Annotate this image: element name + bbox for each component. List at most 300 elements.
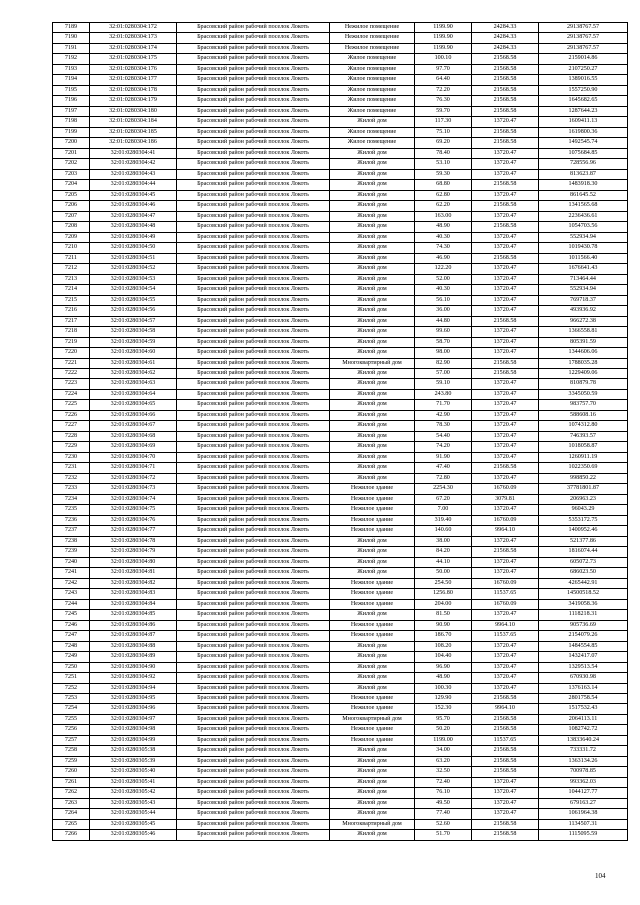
object-type-cell: Жилой дом — [330, 547, 415, 557]
table-row — [53, 106, 628, 116]
object-type-cell: Жилой дом — [330, 788, 415, 798]
area-cell: 44.80 — [415, 316, 472, 326]
cadastral-value-cell: 1484554.85 — [539, 641, 628, 651]
address-cell: Брасовский район рабочий поселок Локоть — [177, 568, 330, 578]
object-type-cell: Жилой дом — [330, 473, 415, 483]
row-number-cell: 7257 — [53, 735, 90, 745]
row-number-cell: 7189 — [53, 23, 90, 33]
area-cell: 69.20 — [415, 138, 472, 148]
cadastral-value-cell: 5353172.75 — [539, 515, 628, 525]
cadastral-value-cell: 1260911.19 — [539, 452, 628, 462]
table-row — [53, 295, 628, 305]
address-cell: Брасовский район рабочий поселок Локоть — [177, 673, 330, 683]
table-row — [53, 725, 628, 735]
row-number-cell: 7242 — [53, 578, 90, 588]
table-row — [53, 201, 628, 211]
cadastral-value-cell: 1645682.65 — [539, 96, 628, 106]
area-cell: 36.00 — [415, 306, 472, 316]
cadastral-value-cell: 4265442.91 — [539, 578, 628, 588]
area-cell: 129.90 — [415, 694, 472, 704]
specific-value-cell: 13720.47 — [472, 610, 539, 620]
area-cell: 42.90 — [415, 410, 472, 420]
table-row — [53, 23, 628, 33]
row-number-cell: 7207 — [53, 211, 90, 221]
table-row — [53, 243, 628, 253]
address-cell: Брасовский район рабочий поселок Локоть — [177, 819, 330, 829]
row-number-cell: 7251 — [53, 673, 90, 683]
specific-value-cell: 21568.58 — [472, 64, 539, 74]
object-type-cell: Жилой дом — [330, 222, 415, 232]
table-row — [53, 389, 628, 399]
specific-value-cell: 21568.58 — [472, 54, 539, 64]
cadastral-value-cell: 1389016.55 — [539, 75, 628, 85]
address-cell: Брасовский район рабочий поселок Локоть — [177, 190, 330, 200]
row-number-cell: 7195 — [53, 85, 90, 95]
specific-value-cell: 13720.47 — [472, 652, 539, 662]
cadastral-value-cell: 1341565.68 — [539, 201, 628, 211]
object-type-cell: Жилой дом — [330, 641, 415, 651]
table-row — [53, 54, 628, 64]
cadastral-number-cell: 32:01:0280304:174 — [90, 43, 177, 53]
cadastral-number-cell: 32:01:0280304:56 — [90, 306, 177, 316]
area-cell: 97.70 — [415, 64, 472, 74]
cadastral-number-cell: 32:01:0280304:88 — [90, 641, 177, 651]
specific-value-cell: 21568.58 — [472, 106, 539, 116]
specific-value-cell: 13720.47 — [472, 505, 539, 515]
table-row — [53, 714, 628, 724]
cadastral-number-cell: 32:01:0280304:41 — [90, 148, 177, 158]
row-number-cell: 7210 — [53, 243, 90, 253]
specific-value-cell: 21568.58 — [472, 127, 539, 137]
cadastral-number-cell: 32:01:0280305:45 — [90, 819, 177, 829]
table-row — [53, 190, 628, 200]
address-cell: Брасовский район рабочий поселок Локоть — [177, 316, 330, 326]
object-type-cell: Жилой дом — [330, 767, 415, 777]
cadastral-number-cell: 32:01:0280304:96 — [90, 704, 177, 714]
cadastral-number-cell: 32:01:0280304:172 — [90, 23, 177, 33]
table-row — [53, 557, 628, 567]
object-type-cell: Жилой дом — [330, 431, 415, 441]
cadastral-number-cell: 32:01:0280304:45 — [90, 190, 177, 200]
object-type-cell: Нежилое здание — [330, 694, 415, 704]
specific-value-cell: 13720.47 — [472, 662, 539, 672]
specific-value-cell: 13720.47 — [472, 117, 539, 127]
table-row — [53, 222, 628, 232]
table-row — [53, 43, 628, 53]
cadastral-number-cell: 32:01:0280304:81 — [90, 568, 177, 578]
object-type-cell: Нежилое здание — [330, 484, 415, 494]
object-type-cell: Нежилое здание — [330, 578, 415, 588]
object-type-cell: Жилой дом — [330, 148, 415, 158]
area-cell: 84.20 — [415, 547, 472, 557]
address-cell: Брасовский район рабочий поселок Локоть — [177, 505, 330, 515]
cadastral-value-cell: 1229409.06 — [539, 368, 628, 378]
cadastral-value-cell: 1344606.06 — [539, 348, 628, 358]
object-type-cell: Жилой дом — [330, 652, 415, 662]
area-cell: 81.50 — [415, 610, 472, 620]
cadastral-value-cell: 1061964.38 — [539, 809, 628, 819]
object-type-cell: Жилой дом — [330, 285, 415, 295]
cadastral-number-cell: 32:01:0280304:173 — [90, 33, 177, 43]
address-cell: Брасовский район рабочий поселок Локоть — [177, 484, 330, 494]
specific-value-cell: 21568.58 — [472, 746, 539, 756]
address-cell: Брасовский район рабочий поселок Локоть — [177, 830, 330, 840]
area-cell: 74.30 — [415, 243, 472, 253]
cadastral-value-cell: 700978.85 — [539, 767, 628, 777]
area-cell: 71.70 — [415, 400, 472, 410]
specific-value-cell: 13720.47 — [472, 389, 539, 399]
table-row — [53, 641, 628, 651]
table-row — [53, 358, 628, 368]
object-type-cell: Жилой дом — [330, 683, 415, 693]
object-type-cell: Нежилое здание — [330, 735, 415, 745]
area-cell: 243.80 — [415, 389, 472, 399]
cadastral-number-cell: 32:01:0280304:42 — [90, 159, 177, 169]
area-cell: 99.60 — [415, 327, 472, 337]
object-type-cell: Нежилое здание — [330, 725, 415, 735]
row-number-cell: 7217 — [53, 316, 90, 326]
row-number-cell: 7229 — [53, 442, 90, 452]
row-number-cell: 7201 — [53, 148, 90, 158]
row-number-cell: 7233 — [53, 484, 90, 494]
row-number-cell: 7249 — [53, 652, 90, 662]
area-cell: 58.70 — [415, 337, 472, 347]
address-cell: Брасовский район рабочий поселок Локоть — [177, 64, 330, 74]
table-row — [53, 64, 628, 74]
specific-value-cell: 21568.58 — [472, 368, 539, 378]
table-row — [53, 526, 628, 536]
cadastral-number-cell: 32:01:0280304:92 — [90, 673, 177, 683]
object-type-cell: Нежилое здание — [330, 704, 415, 714]
row-number-cell: 7227 — [53, 421, 90, 431]
area-cell: 76.10 — [415, 788, 472, 798]
table-row — [53, 348, 628, 358]
object-type-cell: Жилой дом — [330, 557, 415, 567]
address-cell: Брасовский район рабочий поселок Локоть — [177, 662, 330, 672]
specific-value-cell: 13720.47 — [472, 536, 539, 546]
address-cell: Брасовский район рабочий поселок Локоть — [177, 43, 330, 53]
table-row — [53, 536, 628, 546]
table-row — [53, 473, 628, 483]
cadastral-number-cell: 32:01:0280304:59 — [90, 337, 177, 347]
address-cell: Брасовский район рабочий поселок Локоть — [177, 106, 330, 116]
area-cell: 59.70 — [415, 106, 472, 116]
specific-value-cell: 24284.33 — [472, 33, 539, 43]
cadastral-value-cell: 713464.44 — [539, 274, 628, 284]
area-cell: 74.20 — [415, 442, 472, 452]
cadastral-number-cell: 32:01:0280305:38 — [90, 746, 177, 756]
specific-value-cell: 21568.58 — [472, 138, 539, 148]
specific-value-cell: 13720.47 — [472, 348, 539, 358]
table-row — [53, 620, 628, 630]
specific-value-cell: 13720.47 — [472, 568, 539, 578]
cadastral-value-cell: 1517532.43 — [539, 704, 628, 714]
page-number: 104 — [595, 872, 606, 880]
area-cell: 56.10 — [415, 295, 472, 305]
object-type-cell: Жилое помещение — [330, 54, 415, 64]
object-type-cell: Жилой дом — [330, 201, 415, 211]
cadastral-value-cell: 1019430.78 — [539, 243, 628, 253]
cadastral-number-cell: 32:01:0280304:65 — [90, 400, 177, 410]
specific-value-cell: 13720.47 — [472, 285, 539, 295]
table-row — [53, 735, 628, 745]
area-cell: 1199.90 — [415, 33, 472, 43]
row-number-cell: 7215 — [53, 295, 90, 305]
area-cell: 49.50 — [415, 798, 472, 808]
object-type-cell: Нежилое здание — [330, 494, 415, 504]
area-cell: 78.30 — [415, 421, 472, 431]
cadastral-number-cell: 32:01:0280304:47 — [90, 211, 177, 221]
area-cell: 76.30 — [415, 96, 472, 106]
specific-value-cell: 21568.58 — [472, 316, 539, 326]
object-type-cell: Жилой дом — [330, 253, 415, 263]
specific-value-cell: 21568.58 — [472, 201, 539, 211]
address-cell: Брасовский район рабочий поселок Локоть — [177, 253, 330, 263]
cadastral-number-cell: 32:01:0280304:72 — [90, 473, 177, 483]
object-type-cell: Жилое помещение — [330, 64, 415, 74]
row-number-cell: 7237 — [53, 526, 90, 536]
area-cell: 64.40 — [415, 75, 472, 85]
row-number-cell: 7205 — [53, 190, 90, 200]
row-number-cell: 7247 — [53, 631, 90, 641]
register-sheet — [52, 22, 599, 841]
cadastral-value-cell: 686023.50 — [539, 568, 628, 578]
address-cell: Брасовский район рабочий поселок Локоть — [177, 610, 330, 620]
area-cell: 77.40 — [415, 809, 472, 819]
specific-value-cell: 16760.09 — [472, 578, 539, 588]
row-number-cell: 7202 — [53, 159, 90, 169]
object-type-cell: Жилой дом — [330, 610, 415, 620]
object-type-cell: Жилой дом — [330, 169, 415, 179]
address-cell: Брасовский район рабочий поселок Локоть — [177, 389, 330, 399]
specific-value-cell: 24284.33 — [472, 23, 539, 33]
cadastral-number-cell: 32:01:0280304:48 — [90, 222, 177, 232]
specific-value-cell: 21568.58 — [472, 222, 539, 232]
area-cell: 186.70 — [415, 631, 472, 641]
address-cell: Брасовский район рабочий поселок Локоть — [177, 33, 330, 43]
table-row — [53, 746, 628, 756]
address-cell: Брасовский район рабочий поселок Локоть — [177, 295, 330, 305]
table-body — [53, 23, 628, 841]
area-cell: 140.60 — [415, 526, 472, 536]
cadastral-number-cell: 32:01:0280304:60 — [90, 348, 177, 358]
row-number-cell: 7196 — [53, 96, 90, 106]
row-number-cell: 7252 — [53, 683, 90, 693]
address-cell: Брасовский район рабочий поселок Локоть — [177, 96, 330, 106]
specific-value-cell: 21568.58 — [472, 714, 539, 724]
row-number-cell: 7234 — [53, 494, 90, 504]
specific-value-cell: 21568.58 — [472, 725, 539, 735]
row-number-cell: 7245 — [53, 610, 90, 620]
table-row — [53, 652, 628, 662]
address-cell: Брасовский район рабочий поселок Локоть — [177, 285, 330, 295]
cadastral-number-cell: 32:01:0280304:51 — [90, 253, 177, 263]
specific-value-cell: 13720.47 — [472, 452, 539, 462]
area-cell: 163.00 — [415, 211, 472, 221]
table-row — [53, 788, 628, 798]
specific-value-cell: 13720.47 — [472, 798, 539, 808]
cadastral-number-cell: 32:01:0280304:94 — [90, 683, 177, 693]
cadastral-value-cell: 1074312.80 — [539, 421, 628, 431]
address-cell: Брасовский район рабочий поселок Локоть — [177, 410, 330, 420]
table-row — [53, 819, 628, 829]
cadastral-value-cell: 813623.87 — [539, 169, 628, 179]
object-type-cell: Жилой дом — [330, 389, 415, 399]
cadastral-number-cell: 32:01:0280304:177 — [90, 75, 177, 85]
area-cell: 1199.00 — [415, 735, 472, 745]
cadastral-number-cell: 32:01:0280304:50 — [90, 243, 177, 253]
cadastral-number-cell: 32:01:0280304:78 — [90, 536, 177, 546]
row-number-cell: 7199 — [53, 127, 90, 137]
row-number-cell: 7200 — [53, 138, 90, 148]
object-type-cell: Жилое помещение — [330, 106, 415, 116]
object-type-cell: Нежилое помещение — [330, 43, 415, 53]
specific-value-cell: 21568.58 — [472, 180, 539, 190]
address-cell: Брасовский район рабочий поселок Локоть — [177, 348, 330, 358]
specific-value-cell: 9964.10 — [472, 620, 539, 630]
cadastral-value-cell: 552934.94 — [539, 285, 628, 295]
object-type-cell: Жилой дом — [330, 316, 415, 326]
table-row — [53, 431, 628, 441]
table-row — [53, 138, 628, 148]
object-type-cell: Жилое помещение — [330, 138, 415, 148]
cadastral-number-cell: 32:01:0280304:176 — [90, 64, 177, 74]
specific-value-cell: 9964.10 — [472, 704, 539, 714]
address-cell: Брасовский район рабочий поселок Локоть — [177, 368, 330, 378]
address-cell: Брасовский район рабочий поселок Локоть — [177, 222, 330, 232]
row-number-cell: 7193 — [53, 64, 90, 74]
object-type-cell: Жилой дом — [330, 211, 415, 221]
area-cell: 46.90 — [415, 253, 472, 263]
area-cell: 104.40 — [415, 652, 472, 662]
specific-value-cell: 9964.10 — [472, 526, 539, 536]
row-number-cell: 7197 — [53, 106, 90, 116]
specific-value-cell: 21568.58 — [472, 547, 539, 557]
area-cell: 1199.90 — [415, 23, 472, 33]
object-type-cell: Жилой дом — [330, 830, 415, 840]
object-type-cell: Нежилое здание — [330, 631, 415, 641]
row-number-cell: 7216 — [53, 306, 90, 316]
cadastral-number-cell: 32:01:0280304:66 — [90, 410, 177, 420]
table-row — [53, 547, 628, 557]
cadastral-number-cell: 32:01:0280304:80 — [90, 557, 177, 567]
cadastral-value-cell: 1115095.59 — [539, 830, 628, 840]
row-number-cell: 7260 — [53, 767, 90, 777]
table-row — [53, 96, 628, 106]
table-row — [53, 568, 628, 578]
address-cell: Брасовский район рабочий поселок Локоть — [177, 515, 330, 525]
cadastral-value-cell: 1788035.28 — [539, 358, 628, 368]
object-type-cell: Жилой дом — [330, 274, 415, 284]
cadastral-number-cell: 32:01:0280304:73 — [90, 484, 177, 494]
cadastral-value-cell: 1619800.36 — [539, 127, 628, 137]
cadastral-value-cell: 1400952.46 — [539, 526, 628, 536]
address-cell: Брасовский район рабочий поселок Локоть — [177, 169, 330, 179]
cadastral-value-cell: 3345050.59 — [539, 389, 628, 399]
area-cell: 75.10 — [415, 127, 472, 137]
cadastral-number-cell: 32:01:0280304:43 — [90, 169, 177, 179]
row-number-cell: 7221 — [53, 358, 90, 368]
cadastral-value-cell: 998850.22 — [539, 473, 628, 483]
cadastral-value-table — [52, 22, 628, 841]
cadastral-number-cell: 32:01:0280304:90 — [90, 662, 177, 672]
specific-value-cell: 21568.58 — [472, 463, 539, 473]
cadastral-number-cell: 32:01:0280304:53 — [90, 274, 177, 284]
specific-value-cell: 13720.47 — [472, 274, 539, 284]
row-number-cell: 7259 — [53, 756, 90, 766]
area-cell: 98.00 — [415, 348, 472, 358]
row-number-cell: 7206 — [53, 201, 90, 211]
object-type-cell: Жилой дом — [330, 327, 415, 337]
area-cell: 47.40 — [415, 463, 472, 473]
area-cell: 100.30 — [415, 683, 472, 693]
cadastral-number-cell: 32:01:0280304:54 — [90, 285, 177, 295]
cadastral-number-cell: 32:01:0280304:82 — [90, 578, 177, 588]
address-cell: Брасовский район рабочий поселок Локоть — [177, 358, 330, 368]
table-row — [53, 253, 628, 263]
row-number-cell: 7218 — [53, 327, 90, 337]
table-row — [53, 610, 628, 620]
row-number-cell: 7246 — [53, 620, 90, 630]
address-cell: Брасовский район рабочий поселок Локоть — [177, 694, 330, 704]
specific-value-cell: 21568.58 — [472, 253, 539, 263]
table-row — [53, 421, 628, 431]
cadastral-value-cell: 1609411.13 — [539, 117, 628, 127]
cadastral-number-cell: 32:01:0280304:84 — [90, 599, 177, 609]
cadastral-number-cell: 32:01:0280305:42 — [90, 788, 177, 798]
cadastral-value-cell: 993362.03 — [539, 777, 628, 787]
row-number-cell: 7228 — [53, 431, 90, 441]
row-number-cell: 7244 — [53, 599, 90, 609]
cadastral-value-cell: 1287644.23 — [539, 106, 628, 116]
specific-value-cell: 13720.47 — [472, 379, 539, 389]
address-cell: Брасовский район рабочий поселок Локоть — [177, 232, 330, 242]
cadastral-value-cell: 1376163.14 — [539, 683, 628, 693]
area-cell: 152.30 — [415, 704, 472, 714]
area-cell: 40.30 — [415, 232, 472, 242]
area-cell: 40.30 — [415, 285, 472, 295]
table-row — [53, 589, 628, 599]
area-cell: 59.30 — [415, 169, 472, 179]
row-number-cell: 7255 — [53, 714, 90, 724]
object-type-cell: Жилой дом — [330, 232, 415, 242]
area-cell: 62.20 — [415, 201, 472, 211]
object-type-cell: Жилой дом — [330, 777, 415, 787]
object-type-cell: Жилое помещение — [330, 85, 415, 95]
cadastral-value-cell: 905736.69 — [539, 620, 628, 630]
row-number-cell: 7211 — [53, 253, 90, 263]
area-cell: 72.20 — [415, 85, 472, 95]
table-row — [53, 159, 628, 169]
area-cell: 254.50 — [415, 578, 472, 588]
row-number-cell: 7265 — [53, 819, 90, 829]
cadastral-value-cell: 521377.86 — [539, 536, 628, 546]
object-type-cell: Жилое помещение — [330, 75, 415, 85]
address-cell: Брасовский район рабочий поселок Локоть — [177, 127, 330, 137]
address-cell: Брасовский район рабочий поселок Локоть — [177, 379, 330, 389]
specific-value-cell: 13720.47 — [472, 400, 539, 410]
specific-value-cell: 16760.09 — [472, 484, 539, 494]
specific-value-cell: 11537.65 — [472, 589, 539, 599]
cadastral-value-cell: 670930.98 — [539, 673, 628, 683]
address-cell: Брасовский район рабочий поселок Локоть — [177, 473, 330, 483]
row-number-cell: 7253 — [53, 694, 90, 704]
cadastral-value-cell: 552934.94 — [539, 232, 628, 242]
object-type-cell: Жилой дом — [330, 117, 415, 127]
row-number-cell: 7190 — [53, 33, 90, 43]
cadastral-number-cell: 32:01:0280305:40 — [90, 767, 177, 777]
object-type-cell: Жилое помещение — [330, 127, 415, 137]
